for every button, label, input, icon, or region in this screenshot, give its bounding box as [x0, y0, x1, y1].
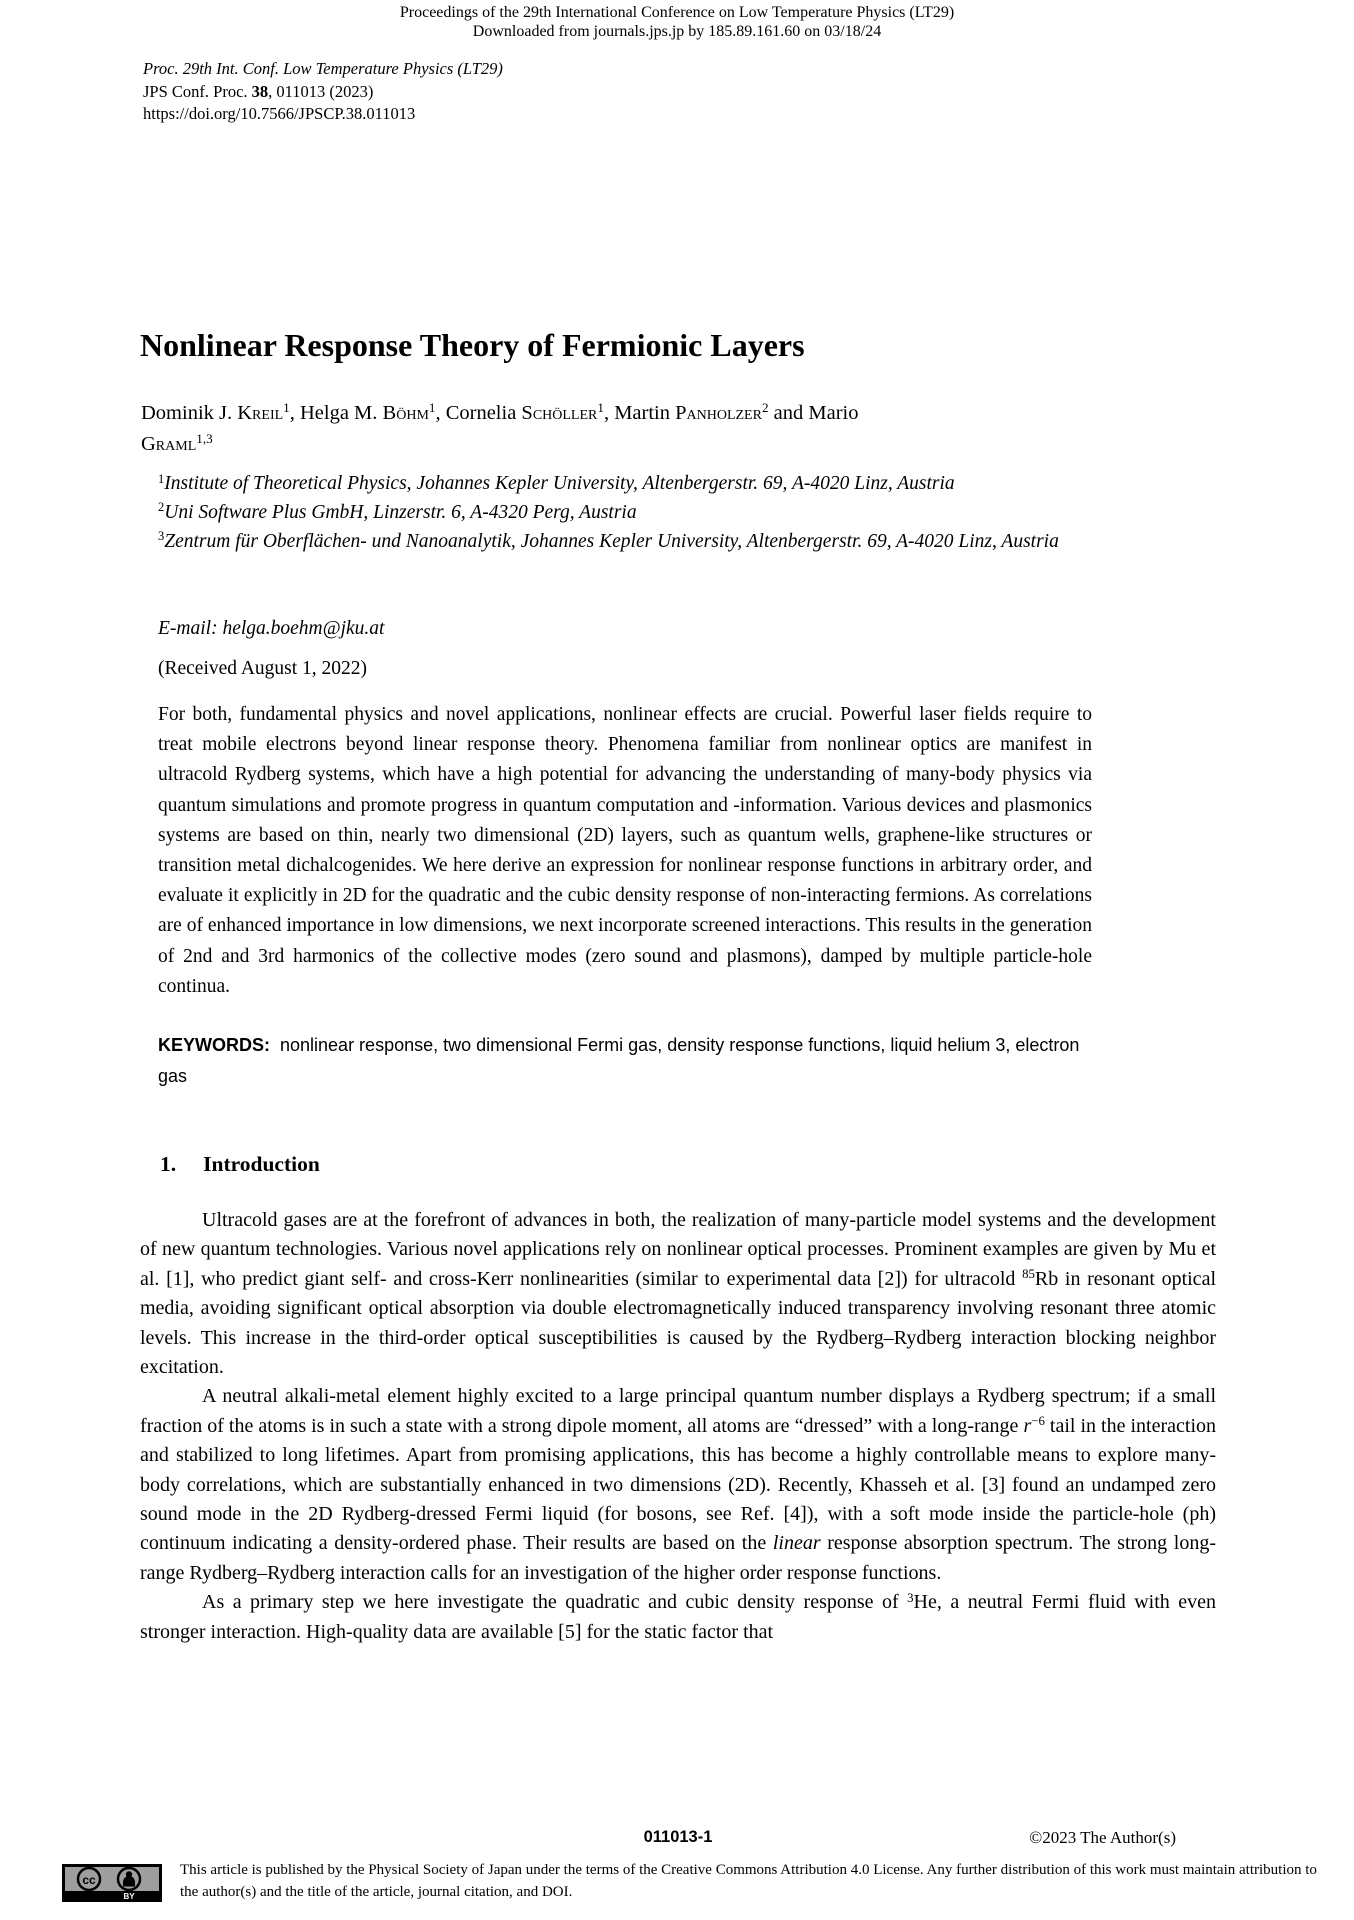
cc-by-icon[interactable] — [62, 1864, 162, 1907]
doi-link[interactable]: https://doi.org/10.7566/JPSCP.38.011013 — [143, 104, 416, 123]
watermark-conference-line: Proceedings of the 29th International Conference on Low Temperature Physics (LT29) — [399, 4, 955, 21]
paragraph-2: A neutral alkali-metal element highly excited to a large principal quantum number displays a Rydberg spectrum; if a small fraction of the atoms is in such a state with a strong dipole moment, all atoms are “dressed” with a long-range $r^{-6}$ tail in the interaction and stabilized to long lifetimes. Apart from promising applications, this has become a highly controllable means to explore many-body correlations, which are substantially enhanced in two dimensions (2D). Recently, Khasseh et al. [3] found an undamped zero sound mode in the 2D Rydberg-dressed Fermi liquid (for bosons, see Ref. [4]), with a soft mode inside the particle-hole (ph) continuum indicating a density-ordered phase. Their results are based on the linear response absorption spectrum. The strong long-range Rydberg–Rydberg interaction calls for an investigation of the higher order response functions. — [140, 1385, 1217, 1584]
received-date: (Received August 1, 2022) — [158, 658, 368, 679]
section-title: Introduction — [203, 1152, 320, 1176]
affiliation-1: $^1$Institute of Theoretical Physics, Johannes Kepler University, Altenbergerstr. 69, A-4020 Linz, Austria — [158, 471, 955, 494]
watermark-download-line: Downloaded from journals.jps.jp by 185.89.161.60 on 03/18/24 — [472, 23, 882, 40]
paper-title: Nonlinear Response Theory of Fermionic Layers — [140, 327, 805, 363]
introduction-body — [140, 1206, 1216, 1647]
license-text: This article is published by the Physical Society of Japan under the terms of the Creative Commons Attribution 4.0 License. Any further distribution of this work must maintain attribution to the author(s) and the title of the article, journal citation, and DOI. — [180, 1862, 1317, 1900]
svg-text:BY: BY — [123, 1892, 135, 1901]
journal-info-block — [143, 58, 503, 126]
paragraph-1: Ultracold gases are at the forefront of advances in both, the realization of many-particle model systems and the development of new quantum technologies. Various novel applications rely on nonlinear optical processes. Prominent examples are given by Mu et al. [1], who predict giant self- and cross-Kerr nonlinearities (similar to experimental data [2]) for ultracold $^{85}$Rb in resonant optical media, avoiding significant optical absorption via double electromagnetically induced transparency involving resonant three atomic levels. This increase in the third-order optical susceptibilities is caused by the Rydberg–Rydberg interaction blocking neighbor excitation. — [140, 1209, 1216, 1379]
license-block — [62, 1860, 1322, 1907]
email-line: E-mail: helga.boehm@jku.at — [158, 618, 385, 639]
page-number: 011013-1 — [643, 1828, 713, 1846]
keywords-block — [158, 1030, 1092, 1091]
keywords-label: KEYWORDS: — [158, 1035, 270, 1055]
download-watermark — [0, 3, 1354, 41]
author-list — [141, 398, 1141, 460]
paragraph-3: As a primary step we here investigate the quadratic and cubic density response of $^3$He, a neutral Fermi fluid with even stronger interaction. High-quality data are available [5] for the static factor that — [140, 1590, 1216, 1643]
keywords-text: nonlinear response, two dimensional Fermi gas, density response functions, liquid helium 3, electron gas — [158, 1035, 1080, 1086]
journal-series: Proc. 29th Int. Conf. Low Temperature Physics (LT29) — [143, 59, 503, 78]
section-heading-introduction — [160, 1150, 320, 1178]
affiliation-2: $^2$Uni Software Plus GmbH, Linzerstr. 6, A-4320 Perg, Austria — [158, 500, 637, 523]
affiliation-3: $^3$Zentrum für Oberflächen- und Nanoanalytik, Johannes Kepler University, Altenbergerstr. 69, A-4020 Linz, Austria — [158, 529, 1059, 552]
affiliations — [158, 470, 1088, 556]
journal-citation: JPS Conf. Proc. 38, 011013 (2023) — [143, 81, 374, 101]
footer-line — [140, 1828, 1216, 1850]
author-line-1: Dominik J. Kreil$^1$, Helga M. Böhm$^1$, Cornelia Schöller$^1$, Martin Panholzer$^2$ and Mario — [141, 400, 859, 424]
abstract-text: For both, fundamental physics and novel applications, nonlinear effects are crucial. Powerful laser fields require to treat mobile electrons beyond linear response theory. Phenomena familiar from nonlinear optics are manifest in ultracold Rydberg systems, which have a high potential for advancing the understanding of many-body physics via quantum simulations and promote progress in quantum computation and -information. Various devices and plasmonics systems are based on thin, nearly two dimensional (2D) layers, such as quantum wells, graphene-like structures or transition metal dichalcogenides. We here derive an expression for nonlinear response functions in arbitrary order, and evaluate it explicitly in 2D for the quadratic and the cubic density response of non-interacting fermions. As correlations are of enhanced importance in low dimensions, we next incorporate screened interactions. This results in the generation of 2nd and 3rd harmonics of the collective modes (zero sound and plasmons), damped by multiple particle-hole continua. — [158, 704, 1092, 997]
copyright-notice: ©2023 The Author(s) — [1029, 1828, 1176, 1847]
svg-text:cc: cc — [82, 1873, 96, 1887]
section-number: 1. — [160, 1152, 177, 1176]
author-line-2: Graml$^{1,3}$ — [141, 431, 213, 455]
